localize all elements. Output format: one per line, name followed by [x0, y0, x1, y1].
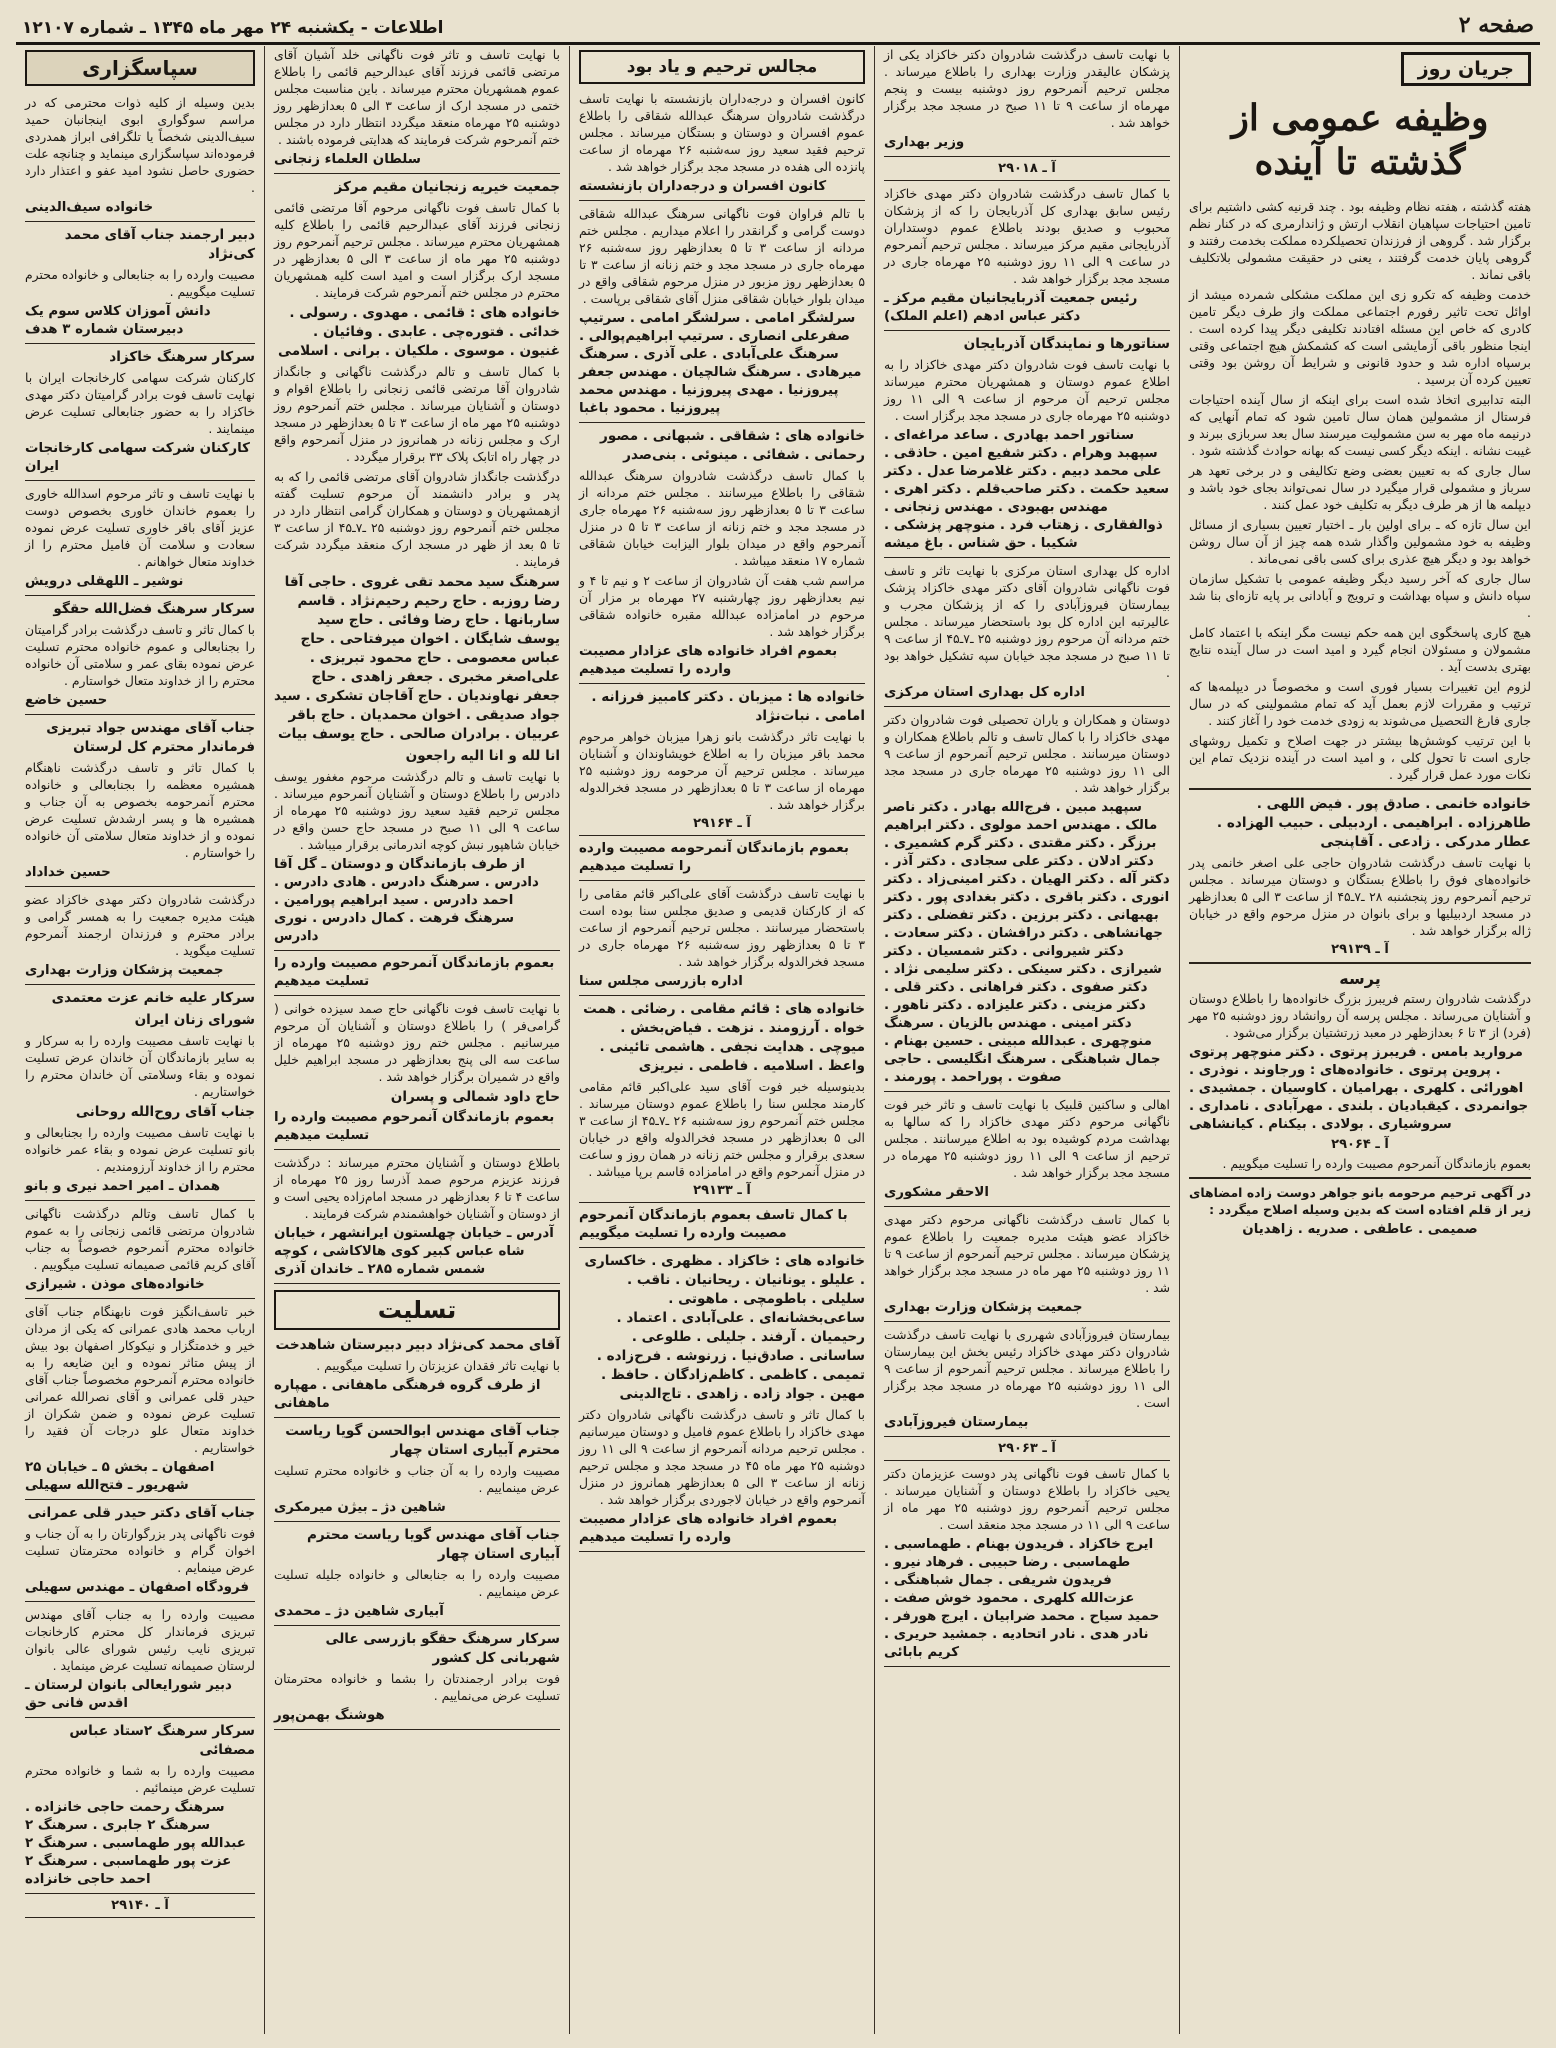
notice-signature: سلطان العلماء زنجانی	[274, 152, 421, 167]
divider	[274, 1417, 560, 1418]
notice-signature: الاحقر مشکوری	[884, 1185, 989, 1200]
notice-title: سرکار سرهنگ خاکزاد	[109, 349, 255, 365]
divider	[25, 221, 255, 222]
notice-text: با تالم فراوان فوت ناگهانی سرهنگ عبدالله شقاقی دوست گرامی و گرانقدر را اعلام میداریم . مجلس ختم مردانه از ساعت ۳ تا ۵ بعدازظهر روز سه‌شنبه ۲۶ مهرماه جاری در مسجد مجد و ختم زنانه از ساعت ۳ تا ۵ بعدازظهر روز مزبور در منزل مرحوم شقاقی واقع در میدان بلوار خیابان شقاقی منزل آقای شقاقی برپاست .	[579, 206, 865, 306]
divider	[1189, 1177, 1531, 1179]
editorial-headline: وظیفه عمومی از گذشته تا آینده	[1231, 97, 1489, 183]
divider	[25, 1601, 255, 1602]
divider	[25, 714, 255, 715]
notice-signature: سرلشگر امامی . سرلشگر امامی . سرتیپ صفرعلی انصاری . سرتیپ ابراهیم‌پوالی . سرهنگ علی‌آبادی . علی آذری . سرهنگ میرهادی . سرهنگ شالچیان . مهندس جعفر پیروزنیا . مهدی پیروزنیا . مهندس محمد پیروزنیا . محمود باغبا	[579, 311, 862, 416]
divider	[25, 1200, 255, 1201]
ad-footer: بعموم بازماندگان آنمرحوم مصیبت وارده را تسلیت میگوییم .	[1222, 1156, 1531, 1171]
divider	[579, 1202, 865, 1203]
notice-text: با کمال تاسف درگذشت شادروان دکتر مهدی خاکزاد رئیس سابق بهداری کل آذربایجان را که از پزشکان محبوب و صدیق بودند باطلاع عموم دوستداران آذربایجانی مقیم مرکز میرساند . مجلس ترحیم آنمرحوم در ساعت ۹ الی ۱۱ روز دوشنبه ۲۵ مهرماه جاری در مسجد مجد برگزار خواهد شد .	[884, 186, 1170, 286]
notice-signature: ایرج خاکزاد . فریدون بهنام . طهماسبی . طهماسبی . رضا حبیبی . فرهاد نیرو . فریدون شریفی . جمال شباهنگی . عزت‌الله کلهری . محمود خوش صفت . حمید سیاح . محمد ضرابیان . ایرج هورفر . نادر هدی . نادر اتحادیه . جمشید حریری . کریم بابائی	[884, 1537, 1160, 1660]
divider	[274, 1283, 560, 1284]
notice-text: با کمال تاسف درگذشت شادروان سرهنگ عبدالله شقاقی را باطلاع میرسانند . مجلس ختم مردانه از ساعت ۳ تا ۵ بعدازظهر روز سه‌شنبه ۲۶ مهرماه جاری در مسجد مجد و ختم زنانه از ساعت ۳ تا ۵ در منزل آنمرحوم واقع در میدان بلوار الیزابت خیابان شقاقی شماره ۱۷ منعقد میباشد .	[579, 468, 865, 568]
masthead	[16, 8, 1540, 45]
notice-text: با کمال تاثر و تاسف درگذشت ناگهانی شادروان دکتر مهدی خاکزاد را باطلاع عموم فامیل و دوستان میرسانیم . مجلس ترحیم مردانه آنمرحوم از ساعت ۹ الی ۱۱ روز دوشنبه ۲۵ مهر ماه ۴۵ در مسجد مجد و مجلس ترحیم زنانه از ساعت ۳ الی ۵ بعدازظهر همانروز در منزل آنمرحوم واقع در خیابان لاجوردی برگزار خواهد شد .	[579, 1407, 865, 1507]
notice-signature: بعموم افراد خانواده های عزادار مصیبت وارده را تسلیت میدهیم	[579, 1512, 838, 1545]
notice-text: با نهایت تاسف فوت شادروان دکتر مهدی خاکزاد را به اطلاع عموم دوستان و همشهریان محترم میرساند مجلس ترحیم آن مرحوم از ساعت ۹ الی ۱۱ روز دوشنبه ۲۵ مهرماه جاری در مسجد مجد برگزار است .	[884, 357, 1170, 423]
notice-signature: حسین خداداد	[25, 865, 111, 880]
section-banner: مجالس ترحیم و یاد بود	[579, 50, 865, 84]
notice-title: سرکار سرهنگ حقگو بازرسی عالی شهربانی کل کشور	[325, 1631, 560, 1666]
divider	[579, 422, 865, 423]
divider	[25, 1717, 255, 1718]
notice-text: با کمال تاثر و تاسف درگذشت ناهنگام همشیره معظمه را بجنابعالی و خانواده محترم آنمرحومه بخصوص به آن جناب و همشیره ها و پسر ارشدش تسلیت عرض نموده و از خداوند متعال سلامتی آن خانواده را خواستارم .	[25, 760, 255, 860]
notice-text: دوستان و همکاران و یاران تحصیلی فوت شادروان دکتر مهدی خاکزاد را با کمال تاسف و تالم باطلاع همکاران و دوستان میرسانند . مجلس ترحیم آنمرحوم از ساعت ۹ الی ۱۱ روز دوشنبه ۲۵ مهرماه جاری در مسجد مجد برگزار خواهد شد .	[884, 712, 1171, 795]
notice-text: فوت برادر ارجمندتان را بشما و خانواده محترمتان تسلیت عرض می‌نماییم .	[274, 1671, 560, 1703]
notice-signature: نوشیر ـ اللهقلی درویش	[25, 574, 184, 589]
divider	[25, 595, 255, 596]
divider	[884, 1666, 1170, 1667]
paragraph: سال جاری که آخر رسید دیگر وظیفه عمومی با تشکیل سازمان سپاه دانش و سپاه بهداشت و ترویج و آبادانی بر پایه تازه‌ای بنا شد .	[1189, 571, 1531, 620]
column-4-items	[884, 46, 1170, 1667]
divider	[884, 1321, 1170, 1322]
notice-title: خانواده های : قائم مقامی . رضائی . همت خواه . آرزومند . نزهت . فیاض‌بخش . میوچی . هدایت نجفی . هاشمی تائینی . واعظ . اسلامیه . فاطمی . نیریزی	[583, 1001, 865, 1074]
notice-title: جناب آقای مهندس گویا ریاست محترم آبیاری استان چهار	[306, 1527, 560, 1562]
divider	[274, 1625, 560, 1626]
notice-title: جناب آقای روح‌الله روحانی	[75, 1104, 255, 1120]
notice-signature: بعموم بازماندگان آنمرحوم مصیبت وارده را تسلیت میدهیم	[274, 956, 555, 989]
notice-signature: اداره بازرسی مجلس سنا	[579, 974, 743, 989]
divider	[884, 180, 1170, 181]
paragraph: این سال تازه که ـ برای اولین بار ـ اختیار تعیین بسیاری از مسائل وظیفه به خود مشمولین واگذار شده همه چیز از آن سال روشن خواهد بود و دیگر هیچ عذری برای کسی باقی نمی‌ماند .	[1189, 517, 1531, 566]
notice-text: خبر تاسف‌انگیز فوت نابهنگام جناب آقای ارباب محمد هادی عمرانی که یکی از مردان خیر و خدمتگزار و نیکوکار اصفهان بود بیش از پیش متاثر نموده و این ضایعه را به خانواده محترم آنمرحوم مخصوصاً جناب آقای حیدر قلی عمرانی و آقای نصرالله عمرانی تسلیت عرض نموده و ضمن شکران از خداوند متعال علو درجات آن فقید را خواستاریم .	[25, 1304, 255, 1455]
divider	[884, 1436, 1170, 1437]
divider	[579, 683, 865, 684]
ad-title: پرسه	[1339, 969, 1381, 988]
paragraph: البته تدابیری اتخاذ شده است برای اینکه از سال آینده احتیاجات فرستال از مشمولین همان سال تامین شود که تمام آنهایی که درنیمه ماه مهر به سن مشمولیت میرسند سال بعد سربازی ببرند و غیبت نشانه . اینکه دیگر کسی نیست که بهانه حوادث گذشته شود .	[1189, 392, 1531, 458]
notice-text: اداره کل بهداری استان مرکزی با نهایت تاثر و تاسف فوت ناگهانی شادروان آقای دکتر مهدی خاکزاد پزشک بیمارستان فیروزآبادی را که از پزشکان مجرب و عالیرتبه این اداره کل بود باستحضار میرساند . مجلس ختم مردانه آن مرحوم روز دوشنبه ۲۵ ـ۷ـ۴۵ از ساعت ۹ تا ۱۱ صبح در مسجد مجد خیابان سپه تشکیل خواهد بود .	[884, 563, 1170, 680]
section-tag: جریان روز	[1401, 52, 1531, 86]
notice-text: فوت ناگهانی پدر بزرگوارتان را به آن جناب و اخوان گرام و خانواده محترمتان تسلیت عرض مینمایم .	[25, 1526, 255, 1575]
notice-text: مصیبت وارده را به جنابعالی و خانواده محترم تسلیت میگوییم .	[25, 267, 255, 299]
divider	[579, 1247, 865, 1248]
divider	[25, 480, 255, 481]
paragraph: هیچ کاری پاسخگوی این همه حکم نیست مگر اینکه با اعتماد کامل مشمولان و مسئولان انجام گیرد و امید است در سال آینده نتایج بهتری بدست آید .	[1189, 625, 1531, 674]
divider	[884, 1206, 1170, 1207]
columns	[16, 46, 1540, 2034]
divider	[579, 835, 865, 836]
notice-signature: رئیس جمعیت آذربایجانیان مقیم مرکز ـ دکتر عباس ادهم (اعلم الملک)	[884, 291, 1138, 324]
notice-title: سناتورها و نمایندگان آذربایجان	[963, 336, 1170, 352]
notice-text: با کمال تاسف فوت ناگهانی پدر دوست عزیزمان دکتر یحیی خاکزاد را باطلاع دوستان و آشنایان میرساند . مجلس ترحیم آنمرحوم روز دوشنبه ۲۵ مهر ماه از ساعت ۹ الی ۱۱ در مسجد مجد منعقد است .	[884, 1466, 1170, 1532]
notice-signature: جمعیت پزشکان وزارت بهداری	[25, 963, 224, 978]
notice-signature: کانون افسران و درجه‌داران بازنشسته	[579, 179, 827, 194]
ad-text: درگذشت شادروان رستم فریبرز بزرگ خانواده‌ها را باطلاع دوستان و آشنایان می‌رساند . مجلس پرسه آن روانشاد روز دوشنبه ۲۵ مهر (فرد) از ۳ تا ۶ بعدازظهر در معبد زرتشتیان برگزار می‌شود .	[1189, 991, 1532, 1040]
notice-text: با نهایت تاسف درگذشت آقای علی‌اکبر قائم مقامی را که از کارکنان قدیمی و صدیق مجلس سنا بوده است باستحضار میرسانند . مجلس ترحیم آنمرحوم از ساعت ۳ تا ۵ بعدازظهر روز سه‌شنبه ۲۶ مهرماه جاری در مسجد فخرالدوله برگزار خواهد شد .	[579, 886, 865, 969]
divider	[884, 1460, 1170, 1461]
notice-signature: خانواده‌های موذن . شیرازی	[25, 1277, 205, 1292]
notice-title: جناب آقای مهندس جواد تبریزی فرماندار محترم کل لرستان	[46, 720, 255, 755]
divider	[25, 886, 255, 887]
notice-signature: از طرف گروه فرهنگی ماهفانی . مهپاره ماهفانی	[274, 1378, 541, 1411]
notice-text: مصیبت وارده را به آن جناب و خانواده محترم تسلیت عرض مینماییم .	[274, 1463, 560, 1495]
notice-text: درگذشت شادروان دکتر مهدی خاکزاد عضو هیئت مدیره جمعیت را به همسر گرامی و برادر محترم و فرزندان ارجمند آنمرحوم تسلیت میگوید .	[25, 892, 255, 958]
notice-text: مصیبت وارده را به شما و خانواده محترم تسلیت عرض مینمائیم .	[25, 1763, 255, 1795]
notice-signature: کارکنان شرکت سهامی کارخانجات ایران	[25, 441, 250, 474]
notice-signature: جمعیت پزشکان وزارت بهداری	[884, 1300, 1083, 1315]
divider	[884, 706, 1170, 707]
paragraph: خدمت وظیفه که تکرو زی این مملکت مشکلی شمرده میشد از اوائل تحت تاثیر رفورم اجتماعی مملکت واز طرف دیگر تامین کادری که خاص این مسئله افتادند تکلیفی دیگر پیدا کرده است . اینجا منظور باقی آزمایشی است که کشمکش هیچ اجتماعی وقتی برسپاه اداره شد و حدود قانونی و شرایط آن روشن بود وقتی تعیین کرده آن برسید .	[1189, 287, 1531, 387]
notice-text: با نهایت تاسف و تالم درگذشت مرحوم مغفور یوسف دادرس را باطلاع دوستان و آشنایان آنمرحوم میرساند . مجلس ترحیم فقید سعید روز دوشنبه ۲۵ مهرماه از ساعت ۹ الی ۱۱ صبح در مسجد حاج حسن واقع در خیابان شاهپور نبش کوچه اندرمانی برقرار میباشد .	[274, 769, 560, 852]
notice-title: سرکار سرهنگ ۲ستاد عباس مصفائی	[69, 1723, 255, 1758]
notice-signature: بیمارستان فیروزآبادی	[884, 1415, 1029, 1430]
paragraph: لزوم این تغییرات بسیار فوری است و مخصوصاً در دیپلمه‌ها که ترتیب و مقررات لازم بعمل آید که تمام مشمولینی که در سال جاری فارغ التحصیل می‌شوند به زودی خدمت خود را آغاز کنند .	[1189, 679, 1531, 728]
notice-signature: وزیر بهداری	[884, 135, 965, 150]
notice-text: درگذشت جانگداز شادروان آقای مرتضی قائمی را که به پدر و برادر دانشمند آن مرحوم تسلیت گفته ازهمشهریان و دوستان و همکاران گرامی انتظار دارد در مجلس ختم آنمرحوم روز دوشنبه ۲۵ ـ۷ـ۴۵ از ساعت ۳ تا ۵ بعد از ظهر در مسجد ارک منعقد میگردد شرکت فرمایند .	[274, 469, 560, 569]
notice-text: با کمال تاسف فوت ناگهانی مرحوم آقا مرتضی قائمی زنجانی فرزند آقای عبدالرحیم قائمی را باطلاع کلیه همشهریان محترم میرساند . مجلس ترحیم آنمرحوم روز دوشنبه ۲۵ مهر ماه از ساعت ۳ الی ۵ بعدازظهر در مسجد ارک برگزار است و امید است کلیه همشهریان محترم در مجلس ختم آنمرحوم شرکت فرمایند .	[274, 200, 560, 300]
notice-signature: با کمال تاسف بعموم بازماندگان آنمرحوم مصیبت وارده را تسلیت میگوییم	[579, 1208, 848, 1241]
section-banner: تسلیت	[274, 1290, 560, 1330]
notice-text: با نهایت تاسف و تاثر فوت ناگهانی خلد آشیان آقای مرتضی قائمی فرزند آقای عبدالرحیم قائمی را باطلاع عموم همشهریان محترم میرساند . باین مناسبت مجلس ختمی در مسجد ارک از ساعت ۳ الی ۵ بعدازظهر روز دوشنبه ۲۵ مهرماه منعقد میگردد انتظار دارد در مجلس ختم آنمرحوم شرکت فرمایند که هدایتی فرموده باشند .	[274, 47, 561, 147]
notice-text: با نهایت تاسف فوت ناگهانی حاج صمد سیزده خوانی ( گرامی‌فر ) را باطلاع دوستان و آشنایان آن مرحوم میرسانیم . مجلس ختم روز دوشنبه ۲۵ مهرماه از ساعت سه الی پنج بعدازظهر در مسجد ابراهیم خلیل واقع در شمیران برگزار خواهد شد .	[274, 1001, 560, 1084]
notice-signature: اداره کل بهداری استان مرکزی	[884, 685, 1085, 700]
notice-text: با کمال تاسف درگذشت ناگهانی مرحوم دکتر مهدی خاکزاد عضو هیئت مدیره جمعیت را باطلاع عموم پزشکان میرساند . مجلس ترحیم آنمرحوم از ساعت ۹ تا ۱۱ روز دوشنبه ۲۵ مهر ماه در مسجد مجد برگزار خواهد شد .	[884, 1212, 1170, 1295]
paragraph: با این ترتیب کوشش‌ها بیشتر در جهت اصلاح و تکمیل روشهای جاری است تا تحول کلی ، و امید است در آینده نزدیک تمام این نکات مورد عمل قرار گیرد .	[1189, 733, 1531, 782]
divider	[579, 880, 865, 881]
ad-signatures: مروارید بامس . فریبرز پرتوی . دکتر منوچهر پرتوی . پروین پرتوی . خانواده‌های : ورجاوند . نوذری . اهورائی . کلهری . بهرامیان . کاوسیان . جمشیدی . جوانمردی . کیقبادیان . بلندی . مهرآبادی . نامداری . سروشیاری . بولادی . بیکنام . کیانشاهی	[1189, 1045, 1529, 1132]
notice-title: سرهنگ سید محمد تقی غروی . حاجی آقا رضا روزبه . حاج رحیم رحیم‌نژاد . قاسم ساربانها . حاج رضا وفائی . حاج سید یوسف شایگان . اخوان میرفتاحی . حاج عباس معصومی . حاج محمود تبریزی . علی‌اصغر مخبری . جعفر زاهدی . حاج جعفر نهاوندیان . حاج آقاجان تشکری . سید جواد صدیقی . اخوان محمدیان . حاج باقر عربیان . برادران صالحی . حاج یوسف بیات	[274, 574, 560, 742]
notice-text: با کمال تاسف و تالم درگذشت ناگهانی و جانگداز شادروان آقا مرتضی قائمی زنجانی را باطلاع اقوام و دوستان و آشنایان میرساند . مجلس ختم آنمرحوم روز دوشنبه ۲۵ مهر ماه از ساعت ۳ تا ۵ بعدازظهر در مسجد ارک و مجلس زنانه در همانروز در منزل آنمرحوم واقع در چهار راه اتابک پلاک ۳۳ برقرار میگردد .	[274, 364, 560, 464]
column-1-items	[25, 94, 255, 1918]
page-number: صفحه ۲	[1458, 12, 1534, 38]
ad-code: آ ـ ۲۹۱۳۹	[1331, 942, 1389, 957]
notice-signature: سرهنگ رحمت حاجی خانزاده . سرهنگ ۲ جابری . سرهنگ ۲ عبدالله پور طهماسبی . سرهنگ ۲ عزت پور طهماسبی . سرهنگ ۲ احمد حاجی خانزاده	[25, 1800, 246, 1887]
notice-text: با نهایت تاثر درگذشت بانو زهرا میزبان خواهر مرحوم محمد باقر میزبان را به اطلاع خویشاوندان و آشنایان میرساند . مجلس ترحیم آن مرحومه روز دوشنبه ۲۵ مهرماه از ساعت ۳ تا ۵ بعدازظهر در مسجد فخرالدوله برگزار خواهد شد .	[579, 729, 865, 812]
notice-text: با کمال تاثر و تاسف درگذشت برادر گرامیتان را بجنابعالی و عموم خانواده محترم تسلیت عرض نموده بقای عمر و سلامتی آن خانواده محترم را از خداوند متعال خواستارم .	[25, 622, 255, 688]
notice-code: آ ـ ۲۹۰۱۸	[998, 161, 1056, 176]
divider	[884, 557, 1170, 558]
notice-signature: آبیاری شاهین دژ ـ محمدی	[274, 1604, 444, 1619]
section-banner: سپاسگزاری	[25, 50, 255, 86]
divider	[25, 984, 255, 985]
paragraph: سال جاری که به تعیین بعضی وضع تکالیفی و در برخی تعهد هر سرباز و مشمولی قرار میگیرد در سال نمی‌تواند بجای خود باشد و دیپلمه ها از هر طرف دیگر به تکلیف خود عمل کنند .	[1189, 463, 1531, 512]
notice-signature: هوشنگ بهمن‌پور	[274, 1708, 385, 1723]
divider	[884, 1091, 1170, 1092]
correction-text: در آگهی ترحیم مرحومه بانو جواهر دوست زاده امضاهای زیر از قلم افتاده است که بدین وسیله اصلاح میگردد :	[1189, 1185, 1531, 1217]
notice-signature: شاهین دژ ـ بیژن میرمکری	[274, 1500, 446, 1515]
notice-text: با نهایت تاسف مصیبت وارده را به سرکار و به سایر بازماندگان آن خاندان عرض تسلیت نموده و بقاء وسلامتی آن خاندان محترم را خواستاریم .	[25, 1033, 255, 1099]
editorial-body	[1189, 198, 1531, 783]
notice-code: آ ـ ۲۹۱۳۳	[693, 1183, 751, 1198]
notice-signature: سپهبد مبین . فرج‌الله بهادر . دکتر ناصر مالک . مهندس احمد مولوی . دکتر ابراهیم برزگر . دکتر مقتدی . دکتر گرم کشمیری . دکتر ادلان . دکتر علی سجادی . دکتر آذر . دکتر آله . دکتر الهیان . دکتر امینی‌زاد . دکتر انوری . دکتر باقری . دکتر بغدادی پور . دکتر بهبهانی . دکتر برزین . دکتر تفضلی . دکتر جهانشاهی . دکتر درافشان . دکتر سعادت . دکتر شیروانی . دکتر شمسیان . دکتر شیرازی . دکتر سینکی . دکتر سلیمی نژاد . دکتر صفوی . دکتر فراهانی . دکتر قلی . دکتر مزینی . دکتر علیزاده . دکتر ناهور . دکتر امینی . مهندس بالزیان . سرهنگ منوچهری . عبدالله مبینی . حسین بهنام . جمال شباهنگی . سرهنگ انگلیسی . حاجی صفوت . پوراحمد . پورمند .	[884, 800, 1170, 1085]
notice-title: انا لله و انا الیه راجعون	[405, 748, 560, 764]
notice-text: با نهایت تاثر فقدان عزیزتان را تسلیت میگوییم .	[316, 1358, 560, 1373]
divider	[25, 1298, 255, 1299]
divider	[274, 1729, 560, 1730]
divider	[274, 1521, 560, 1522]
notice-code: آ ـ ۲۹۰۶۳	[998, 1441, 1056, 1456]
notice-title: دبیر ارجمند جناب آقای محمد کی‌نژاد	[64, 227, 255, 262]
notice-text: با کمال تاسف وتالم درگذشت ناگهانی شادروان مرتضی قائمی زنجانی را به عموم خانواده محترم آنمرحوم خصوصاً به جناب آقای کریم قائمی صمیمانه تسلیت میگوییم .	[25, 1206, 255, 1272]
notice-title: آقای محمد کی‌نژاد دبیر دبیرستان شاهدخت	[275, 1337, 560, 1353]
notice-code: آ ـ ۲۹۱۶۴	[693, 816, 751, 831]
column-editorial	[1179, 46, 1540, 2034]
divider	[579, 200, 865, 201]
column-4	[874, 46, 1179, 2034]
ad-code: آ ـ ۲۹۰۶۴	[1331, 1137, 1389, 1152]
divider	[25, 343, 255, 344]
divider	[579, 1551, 865, 1552]
notice-signature: اصفهان ـ بخش ۵ ـ خیابان ۲۵ شهریور ـ فتح‌الله سهیلی	[25, 1460, 215, 1493]
notice-signature: فرودگاه اصفهان ـ مهندس سهیلی	[25, 1580, 249, 1595]
notice-text: با نهایت تاسف و تاثر مرحوم اسدالله خاوری را بعموم خاندان خاوری بخصوص دوست عزیز آقای باقر خاوری تسلیت عرض نموده سعادت و سلامت آن فامیل محترم را از خداوند متعال خواهانم .	[25, 486, 255, 569]
notice-signature: همدان ـ امیر احمد نیری و بانو	[25, 1179, 221, 1194]
divider	[579, 995, 865, 996]
notice-text: بدین وسیله از کلیه ذوات محترمی که در مراسم سوگواری ابوی اینجانبان حمید سیف‌الدینی شخصاً یا تلگرافی ابراز همدردی فرموده‌اند سپاسگزاری مینماید و چنانچه علت حضوری حاصل نشود امید عفو و اعتذار دارد .	[25, 95, 255, 195]
notice-signature: بعموم بازماندگان آنمرحوم مصیبت وارده را تسلیت میدهیم	[274, 1110, 555, 1143]
column-2	[264, 46, 569, 2034]
notice-text: با نهایت تاسف مصیبت وارده را بجنابعالی و بانو تسلیت عرض نموده و بقاء عمر خانواده محترم را از خداوند آرزومندیم .	[25, 1125, 255, 1174]
column-3-items	[579, 90, 865, 1552]
divider	[25, 1917, 255, 1918]
notice-title: شورای زنان ایران	[134, 1012, 255, 1028]
notice-signature: دبیر شورایعالی بانوان لرستان ـ اقدس فانی حق	[25, 1678, 232, 1711]
notice-signature: خانواده سیف‌الدینی	[25, 200, 154, 215]
notice-text: باطلاع دوستان و آشنایان محترم میرساند : درگذشت فرزند عزیزم مرحوم صمد آذرسا روز ۲۵ مهرماه از ساعت ۴ تا ۶ بعدازظهر در مسجد امام‌زاده یحیی است و از دوستان و آشنایان خواهشمندم شرکت فرمایند .	[274, 1155, 561, 1221]
divider	[25, 1893, 255, 1894]
notice-title: جناب آقای دکتر حیدر قلی عمرانی	[27, 1505, 255, 1521]
notice-signature: از طرف بازماندگان و دوستان ـ گل آقا دادرس . سرهنگ دادرس . هادی دادرس . احمد دادرس . سید ابراهیم پورامین . سرهنگ فرهت . کمال دادرس . نوری دادرس	[274, 857, 539, 944]
notice-title: سرکار سرهنگ فضل‌الله حقگو	[53, 601, 255, 617]
notice-text: اهالی و ساکنین قلبیک با نهایت تاسف و تاثر خبر فوت ناگهانی مرحوم دکتر مهدی خاکزاد را که سالها به بهداشت مردم کوشیده بود به اطلاع میرسانند . مجلس ترحیم از ساعت ۹ الی ۱۱ روز دوشنبه ۲۵ مهرماه در مسجد مجد برگزار خواهد شد .	[884, 1097, 1170, 1180]
notice-text: مصیبت وارده را به جنابعالی و خانواده جلیله تسلیت عرض مینماییم .	[274, 1567, 560, 1599]
column-3	[569, 46, 874, 2034]
issue-info: اطلاعات - یکشنبه ۲۴ مهر ماه ۱۳۴۵ ـ شماره ۱۲۱۰۷	[22, 18, 444, 38]
correction-names: صمیمی . عاطفی . صدریه . زاهدیان	[1242, 1222, 1478, 1237]
notice-text: کارکنان شرکت سهامی کارخانجات ایران با نهایت تاسف فوت برادر گرامیتان دکتر مهدی خاکزاد را به حضور جنابعالی تسلیت عرض مینمایند .	[25, 370, 255, 436]
column-1	[16, 46, 264, 2034]
notice-signature: حسین خاضع	[25, 693, 108, 708]
notice-signature: آدرس ـ خیابان چهلستون ایرانشهر ، خیابان شاه عباس کبیر کوی هالاکاشی ، کوچه شمس شماره ۲۸۵ ـ خاندان آذری	[274, 1226, 554, 1277]
paragraph: هفته گذشته ، هفته نظام وظیفه بود . چند قرنیه کشی داشتیم برای تامین احتیاجات سپاهیان انقلاب ارتش و ژاندارمری که در کنار نظم برگزار شد . گروهی از فرزندان تحصیلکرده مملکت بخدمت رفتند و گروهی پایان خدمت گرفتند ، یعنی در حقیقت مشمولی بلاتکلیف باقی نماند .	[1189, 199, 1531, 282]
divider	[274, 1149, 560, 1150]
divider	[274, 995, 560, 996]
notice-text: با نهایت تاسف درگذشت شادروان دکتر خاکزاد یکی از پزشکان عالیقدر وزارت بهداری را باطلاع میرساند . مجلس ترحیم آنمرحوم روز دوشنبه بیست و پنجم مهرماه از ساعت ۹ تا ۱۱ صبح در مسجد مجد برگزار خواهد شد .	[884, 47, 1170, 130]
notice-title: خانواده های : قائمی . مهدوی . رسولی . خدائی . فتوره‌چی . عابدی . وفائیان . غنیون . موسوی . ملکیان . برانی . اسلامی	[277, 305, 560, 359]
notice-title: خانواده های : شقاقی . شبهانی . مصور رحمانی . شفائی . مینوئی . بنی‌صدر	[600, 428, 865, 463]
notice-title: خانواده های : خاکزاد . مظهری . خاکساری . علیلو . یونانیان . ریحانیان . ناقب . سلیلی . باطومچی . ماهوتی . ساعی‌بخشانه‌ای . علی‌آبادی . اعتماد . رحیمیان . آرفند . جلیلی . طلوعی . ساسانی . صادق‌نیا . زرنوشه . فرح‌زاده . تمیمی . کاظمی . کاظم‌زادگان . حافظ . مهین . جواد زاده . زاهدی . تاج‌الدینی	[584, 1253, 865, 1402]
notice-title: جناب آقای مهندس ابوالحسن گویا ریاست محترم آبیاری استان چهار	[285, 1423, 560, 1458]
notice-code: آ ـ ۲۹۱۴۰	[111, 1898, 169, 1913]
divider	[884, 156, 1170, 157]
divider	[1189, 962, 1531, 964]
ad-text: با نهایت تاسف درگذشت شادروان حاجی علی اصغر خانمی پدر خانواده‌های فوق را باطلاع بستگان و دوستان میرساند . مجلس ترحیم آنمرحوم روز پنجشنبه ۲۸ ـ۷ـ۴۵ از ساعت ۳ الی ۵ بعدازظهر در مسجد اردبیلیها و برای بانوان در منزل مرحوم واقع در خیابان ژاله برگزار خواهد شد .	[1189, 855, 1531, 938]
notice-text: کانون افسران و درجه‌داران بازنشسته با نهایت تاسف درگذشت شادروان سرهنگ عبدالله شقاقی را باطلاع عموم افسران و دوستان و بستگان میرساند . مجلس ترحیم فقید سعید روز سه‌شنبه ۲۶ مهرماه از ساعت پانزده الی هفده در مسجد مجد برگزار خواهد شد .	[579, 91, 865, 174]
notice-title: جمعیت خیریه زنجانیان مقیم مرکز	[334, 179, 560, 195]
notice-signature: بعموم بازماندگان آنمرحومه مصیبت وارده را تسلیت میدهیم	[579, 841, 849, 874]
notice-title: حاج داود شمالی و پسران	[390, 1089, 560, 1105]
notice-text: بدینوسیله خبر فوت آقای سید علی‌اکبر قائم مقامی کارمند مجلس سنا را باطلاع عموم دوستان میرساند . مجلس ختم آنمرحوم روز سه‌شنبه ۲۶ ـ۷ـ۴۵ از ساعت ۳ الی ۵ بعدازظهر در مسجد فخرالدوله واقع در خیابان سعدی برقرار و مجلس ختم زنانه در همان روز و ساعت در منزل آنمرحوم واقع در امامزاده قاسم برپا میباشد .	[579, 1079, 865, 1179]
notice-title: خانواده ها : میزبان . دکتر کامبیز فرزانه . امامی . نبات‌نژاد	[591, 689, 865, 724]
ad-title: خانواده خانمی . صادق پور . فیض اللهی . طاهرزاده . ابراهیمی . اردبیلی . حبیب الهزاده . عطار مدرکی . زادعی . آقاپنجی	[1216, 796, 1531, 850]
notice-title: سرکار علیه خانم عزت معتمدی	[51, 990, 255, 1006]
divider	[884, 330, 1170, 331]
notice-signature: سناتور احمد بهادری . ساعد مراغه‌ای . سپهبد وهرام . دکتر شفیع امین . حاذقی . علی محمد دبیم . دکتر غلامرضا عدل . دکتر سعید حکمت . دکتر صاحب‌قلم . دکتر اهری . مهندس بهبودی . مهندس زنجانی . ذوالفقاری . زهتاب فرد . منوچهر پزشکی . شکیبا . حق شناس . باغ میشه	[884, 428, 1169, 551]
divider	[274, 950, 560, 951]
notice-text: بیمارستان فیروزآبادی شهرری با نهایت تاسف درگذشت شادروان دکتر مهدی خاکزاد رئیس بخش این بیمارستان را باطلاع میرساند . مجلس ترحیم آنمرحوم از ساعت ۹ الی ۱۱ روز دوشنبه ۲۵ مهرماه در مسجد مجد برگزار است .	[884, 1327, 1171, 1410]
notice-signature: دانش آموزان کلاس سوم یک دبیرستان شماره ۳ هدف	[25, 304, 211, 337]
notice-signature: بعموم افراد خانواده های عزادار مصیبت وارده را تسلیت میدهیم	[579, 644, 838, 677]
divider	[1189, 788, 1531, 790]
notice-text: مراسم شب هفت آن شادروان از ساعت ۲ و نیم تا ۴ و نیم بعدازظهر روز چهارشنبه ۲۷ مهرماه بر مزار آن مرحوم در امامزاده عبدالله مقبره خانواده شقاقی برگزار خواهد شد .	[579, 573, 865, 639]
column-2-items	[274, 46, 560, 1730]
divider	[274, 173, 560, 174]
notice-text: مصیبت وارده را به جناب آقای مهندس تبریزی فرماندار کل محترم کارخانجات تبریزی نایب رئیس شورای عالی بانوان لرستان صمیمانه تسلیت عرض مینماید .	[25, 1607, 255, 1673]
divider	[25, 1499, 255, 1500]
